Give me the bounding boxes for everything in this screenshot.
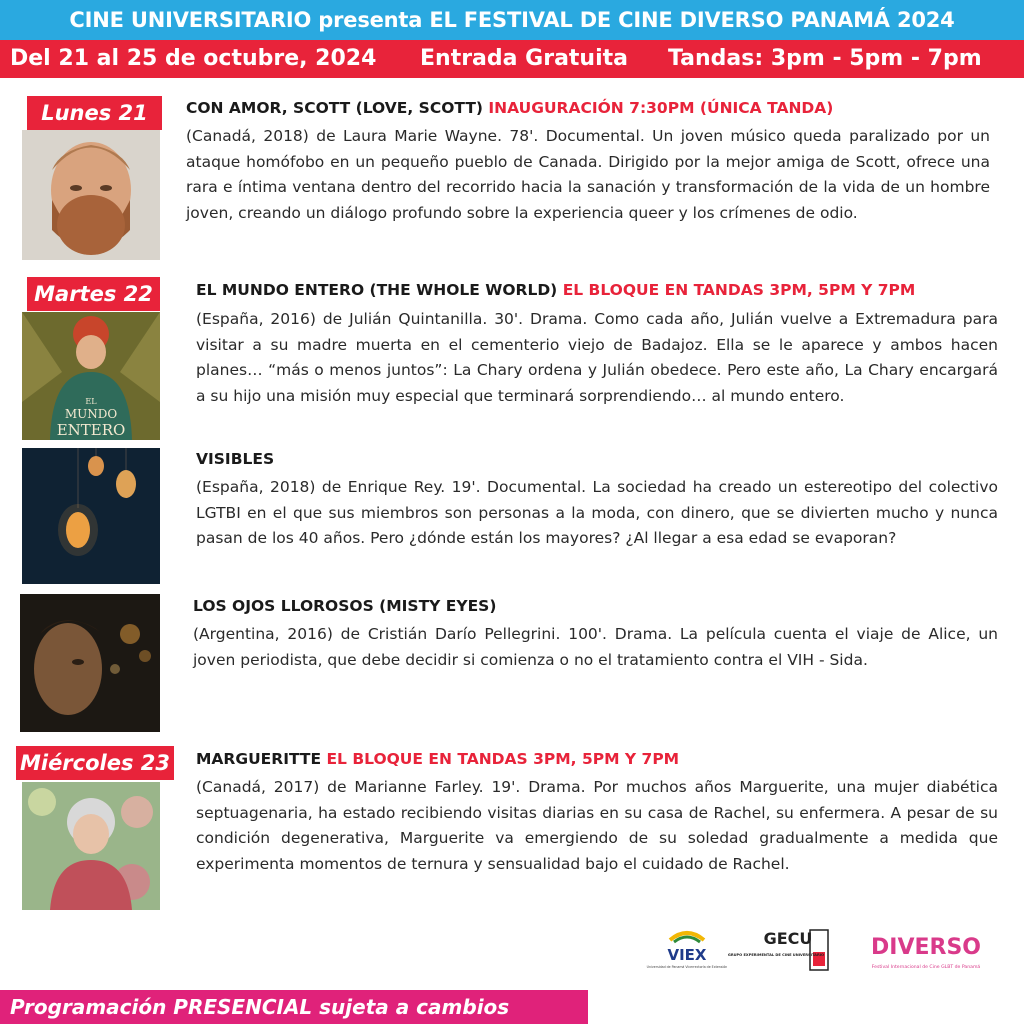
film-title-mundo-entero bbox=[196, 281, 915, 299]
film-description-misty-eyes: (Argentina, 2016) de Cristián Darío Pellegrini. 100'. Drama. La película cuenta el viaje de Alice, un joven periodista, que debe decidir si comienza o no el tratamiento contra el VIH - Sida. bbox=[193, 625, 998, 669]
viex-logo bbox=[646, 926, 728, 978]
man-night-portrait-icon bbox=[20, 594, 160, 732]
film-schedule-highlight: EL BLOQUE EN TANDAS 3PM, 5PM Y 7PM bbox=[326, 750, 680, 768]
film-schedule-highlight: EL BLOQUE EN TANDAS 3PM, 5PM Y 7PM bbox=[562, 281, 916, 299]
day-tag-monday: Lunes 21 bbox=[27, 96, 162, 130]
man-portrait-icon bbox=[22, 130, 160, 260]
diverso-logo-subtitle: Festival Internacional de Cine GLBT de Panamá bbox=[871, 965, 981, 970]
day-tag-tuesday: Martes 22 bbox=[27, 277, 160, 311]
diverso-logo-text: DIVERSO bbox=[871, 935, 981, 960]
poster-misty-eyes bbox=[20, 594, 160, 732]
session-times: Tandas: 3pm - 5pm - 7pm bbox=[668, 46, 982, 71]
gecu-logo-text: GECU bbox=[763, 929, 813, 948]
film-title-visibles bbox=[196, 450, 274, 468]
film-title-text: CON AMOR, SCOTT (LOVE, SCOTT) bbox=[186, 99, 483, 117]
diverso-logo bbox=[856, 926, 996, 976]
woman-portrait-icon bbox=[22, 312, 160, 440]
film-title-misty-eyes bbox=[193, 597, 496, 615]
film-description-mundo-entero: (España, 2016) de Julián Quintanilla. 30'. Drama. Como cada año, Julián vuelve a Extremadura para visitar a su madre muerta en el cementerio viejo de Badajoz. Ella se le aparece y ambos hacen planes… “más o menos juntos”: La Chary ordena y Julián obedece. Pero este año, La Chary encargará a su hijo una misión muy especial que terminará sorprendiendo… al mundo entero. bbox=[196, 310, 998, 405]
elderly-woman-portrait-icon bbox=[22, 782, 160, 910]
poster-visibles bbox=[22, 448, 160, 584]
day-tag-wednesday: Miércoles 23 bbox=[16, 746, 174, 780]
festival-header: CINE UNIVERSITARIO presenta EL FESTIVAL DE CINE DIVERSO PANAMÁ 2024 bbox=[0, 0, 1024, 40]
poster-love-scott bbox=[22, 130, 160, 260]
poster-margueritte bbox=[22, 782, 160, 910]
film-title-text: MARGUERITTE bbox=[196, 750, 322, 768]
film-description-margueritte: (Canadá, 2017) de Marianne Farley. 19'. Drama. Por muchos años Marguerite, una mujer diabética septuagenaria, ha estado recibiendo visitas diarias en su casa de Rachel, su enfermera. A pesar de su condición degenerativa, Marguerite va emergiendo de su soledad gradualmente a medida que experimenta momentos de ternura y sensualidad bajo el cuidado de Rachel. bbox=[196, 778, 998, 873]
film-title-text: LOS OJOS LLOROSOS (MISTY EYES) bbox=[193, 597, 497, 615]
poster-title-el: EL bbox=[85, 397, 97, 406]
poster-title-entero: ENTERO bbox=[56, 421, 126, 439]
footer-notice: Programación PRESENCIAL sujeta a cambios bbox=[0, 990, 588, 1024]
gecu-logo bbox=[727, 924, 832, 978]
festival-dates: Del 21 al 25 de octubre, 2024 bbox=[10, 46, 377, 71]
film-title-text: EL MUNDO ENTERO (THE WHOLE WORLD) bbox=[196, 281, 558, 299]
lightbulb-icon bbox=[22, 448, 160, 584]
film-description-love-scott: (Canadá, 2018) de Laura Marie Wayne. 78'. Documental. Un joven músico queda paralizado por un ataque homófobo en un pequeño pueblo de Canada. Dirigido por la mejor amiga de Scott, ofrece una rara e íntima ventana dentro del recorrido hacia la sanación y transformación de la vida de un hombre joven, creando un diálogo profundo sobre la experiencia queer y los crímenes de odio. bbox=[186, 127, 990, 222]
poster-title-mundo: MUNDO bbox=[64, 407, 118, 421]
poster-el-mundo-entero bbox=[22, 312, 160, 440]
dates-bar bbox=[0, 40, 1024, 78]
film-title-love-scott bbox=[186, 99, 833, 117]
film-title-text: VISIBLES bbox=[196, 450, 275, 468]
gecu-logo-subtitle: GRUPO EXPERIMENTAL DE CINE UNIVERSITARIO bbox=[727, 953, 825, 957]
film-title-margueritte bbox=[196, 750, 679, 768]
viex-logo-subtitle: Universidad de Panamá Vicerrectoría de Extensión bbox=[646, 965, 728, 969]
entry-info: Entrada Gratuita bbox=[420, 46, 628, 71]
film-description-visibles: (España, 2018) de Enrique Rey. 19'. Documental. La sociedad ha creado un estereotipo del colectivo LGTBI en el que sus miembros son personas a la moda, con dinero, que se divierten mucho y nunca pasan de los 40 años. Pero ¿dónde están los mayores? ¿Al llegar a esa edad se evaporan? bbox=[196, 478, 998, 548]
film-schedule-highlight: INAUGURACIÓN 7:30PM (ÚNICA TANDA) bbox=[488, 99, 834, 117]
viex-logo-text: VIEX bbox=[667, 946, 707, 964]
